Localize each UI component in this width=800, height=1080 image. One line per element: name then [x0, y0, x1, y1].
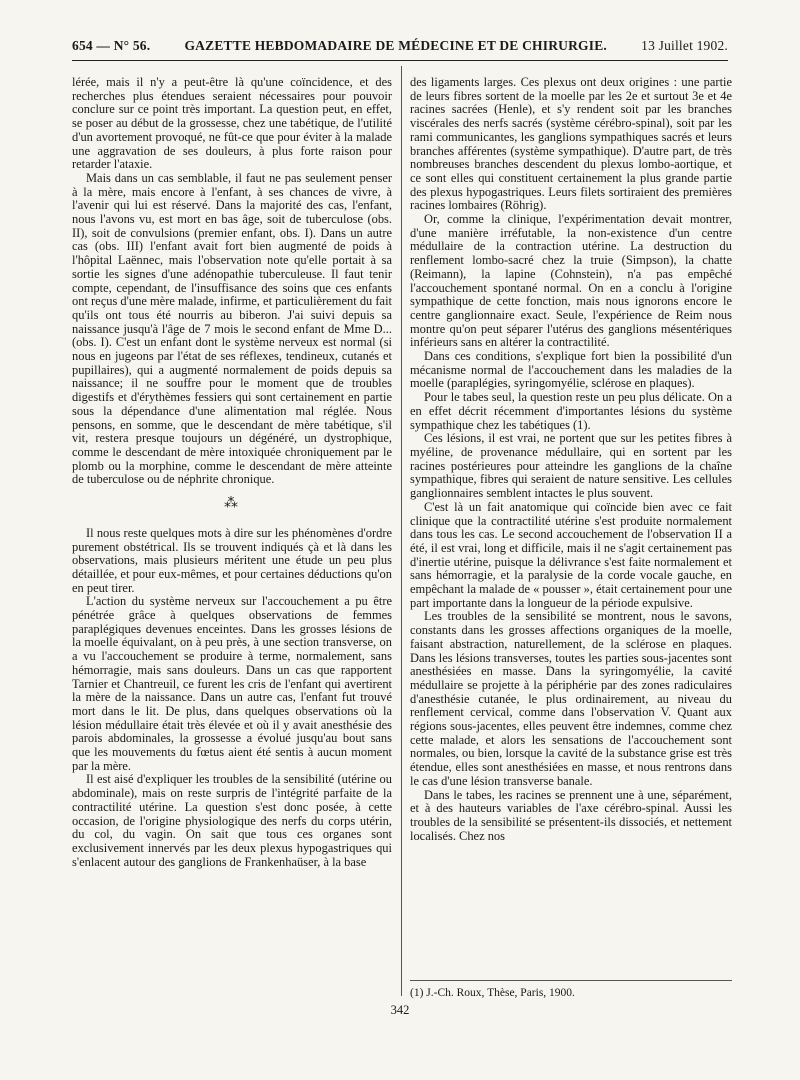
column-divider — [401, 66, 402, 996]
paragraph: Les troubles de la sensibilité se montrent, nous le savons, constants dans les grosses affections organiques de la moelle, faisant abstraction, naturellement, de la sclérose en plaques. Dans les lésions transverses, toutes les parties sous-jacentes sont anesthésiées en masse. Dans la syringomyélie, la cavité médullaire se projette à la périphérie par des zones radiculaires d'anesthésie cutanée, le plus ordinairement, au niveau du renflement cervical, comme dans l'observation V. Quant aux régions sous-jacentes, elles peuvent être indemnes, comme chez cette malade, et alors les sensations de l'accouchement sont normales, ou bien, lorsque la cavité de la substance grise est très étendue, elles sont anesthésiées en masse, et nous rentrons dans le cas d'une lésion transverse banale. — [410, 609, 732, 788]
page-header — [72, 38, 728, 54]
paragraph: des ligaments larges. Ces plexus ont deux origines : une partie de leurs fibres sortent de la moelle par les 2e et surtout 3e et 4e racines sacrées (Henle), et s'y rendent soit par les branches viscérales des nerfs sacrés (système cérébro-spinal), soit par les rami communicantes, les ganglions sympathiques sacrés et leurs branches afférentes (système sympathique). D'autre part, de très nombreuses branches descendent du plexus lombo-aortique, et ce sont elles qui constituent certainement la plus grande partie des plexus hypogastriques. Leurs filets sortiraient des premières racines lombaires (Röhrig). — [410, 75, 732, 213]
footnote: (1) J.-Ch. Roux, Thèse, Paris, 1900. — [410, 980, 732, 1000]
paragraph: Or, comme la clinique, l'expérimentation devait montrer, d'une manière irréfutable, la non-existence d'un centre médullaire de la contraction utérine. La destruction du renflement lombo-sacré chez la truie (Simpson), la chatte (Reimann), la lapine (Cohnstein), n'a pas empêché l'accouchement spontané normal. On en a conclu à l'origine sympathique de cette fonction, mais nous ignorons encore le centre ganglionnaire exact. Seule, l'expérience de Reim nous montre qu'on peut séparer l'utérus des ganglions mésentériques inférieurs sans en altérer la contractilité. — [410, 212, 732, 350]
page-number: 342 — [390, 1003, 410, 1017]
header-rule — [72, 60, 728, 61]
paragraph: Dans le tabes, les racines se prennent une à une, séparément, et à des hauteurs variables de l'axe cérébro-spinal. Aussi les troubles de la sensibilité se présentent-ils dissociés, et nettement localisés. Chez nos — [410, 787, 732, 843]
paragraph: Ces lésions, il est vrai, ne portent que sur les petites fibres à myéline, de provenance médullaire, qui en sortent par les racines postérieures pour atteindre les ganglions de la chaîne sympathique, fibres qui seraient de nature sensitive. Les cellules ganglionnaires semblent intactes le plus souvent. — [410, 431, 732, 501]
paragraph: Il nous reste quelques mots à dire sur les phénomènes d'ordre purement obstétrical. Ils se trouvent indiqués çà et là dans les observations, mais plusieurs méritent une étude un peu plus détaillée, et pour eux-mêmes, et pour certaines déductions qu'on en peut tirer. — [72, 525, 392, 595]
paragraph: Dans ces conditions, s'explique fort bien la possibilité d'un mécanisme normal de l'accouchement dans les maladies de la moelle (paraplégies, syringomyélie, sclérose en plaques). — [410, 349, 732, 391]
header-date: 13 Juillet 1902. — [641, 38, 728, 53]
left-column — [72, 76, 392, 869]
paragraph: C'est là un fait anatomique qui coïncide bien avec ce fait clinique que la contractilité utérine s'est produite normalement dans tous les cas. Le second accouchement de l'observation II a été, il est vrai, long et difficile, mais il ne s'agit certainement pas d'inertie utérine, puisque la délivrance s'est faite normalement et sans hémorragie, et la paralysie de la corde vocale gauche, en empêchant la malade de « pousser », était certainement pour une part importante dans la longueur de la période expulsive. — [410, 499, 732, 610]
header-journal-title: GAZETTE HEBDOMADAIRE DE MÉDECINE ET DE CHIRURGIE. — [184, 38, 607, 53]
header-page-issue: 654 — N° 56. — [72, 38, 151, 53]
paragraph: Il est aisé d'expliquer les troubles de la sensibilité (utérine ou abdominale), mais on reste surpris de l'intégrité parfaite de la contractilité utérine. La question s'est donc posée, à cette occasion, de l'origine physiologique des nerfs du corps utérin, du col, du vagin. On sait que tous ces organes sont exclusivement innervés par les deux plexus hypogastriques qui s'enlacent autour des ganglions de Frankenhaüser, à la base — [72, 772, 392, 869]
paragraph: L'action du système nerveux sur l'accouchement a pu être pénétrée grâce à quelques observations de femmes paraplégiques devenues enceintes. Dans les grosses lésions de la moelle équivalant, on à peu près, à une section transverse, on a vu l'accouchement se produire à terme, normalement, sans hémorragie, mais sans douleurs. Dans un cas que rapportent Tarnier et Chantreuil, ce furent les cris de l'enfant qui avertirent la mère de la naissance. Dans un autre cas, l'enfant fut trouvé mort dans le lit. De plus, dans quelques observations où la lésion médullaire était très élevée et où il y avait anesthésie des parois abdominales, la grossesse a évolué jusqu'au bout sans que les mouvements du fœtus aient été sentis à aucun moment par la mère. — [72, 594, 392, 773]
section-separator: ⁂ — [224, 496, 240, 512]
paragraph: Mais dans un cas semblable, il faut ne pas seulement penser à la mère, mais encore à l'enfant, à ses chances de vivre, à l'avenir qui lui est réservé. Dans la majorité des cas, l'enfant, nous l'avons vu, est mort en bas âge, soit de tuberculose (obs. II), soit de convulsions (premier enfant, obs. I). Dans un autre cas (obs. III) l'enfant avait fort bien augmenté de poids à l'hôpital Laënnec, mais l'observation note qu'elle portait à sa sortie les signes d'une adénopathie tuberculeuse. Il faut tenir compte, cependant, de l'insuffisance des soins que ces enfants ont reçus d'une mère malade, infirme, et particulièrement du fait qu'ils ont tous été nourris au biberon. J'ai suivi depuis sa naissance jusqu'à l'âge de 7 mois le second enfant de Mme D... (obs. I). C'est un enfant dont le système nerveux est normal (si nous en jugeons par l'état de ses réflexes, tendineux, cutanés et pupillaires), qui a augmenté normalement de poids depuis sa naissance; il ne souffre pour le moment que de troubles digestifs et d'érythèmes fessiers qui sont certainement en partie sous la dépendance d'une alimentation mal réglée. Nous pensons, en somme, que le descendant de mère tabétique, s'il vit, restera presque toujours un dégénéré, un dystrophique, comme le descendant de mère intoxiquée chroniquement par le plomb ou la morphine, comme le descendant de mère atteinte de tuberculose ou de néphrite chronique. — [72, 170, 392, 487]
right-column — [410, 76, 732, 843]
paragraph: Pour le tabes seul, la question reste un peu plus délicate. On a en effet décrit récemment d'importantes lésions du système sympathique chez les tabétiques (1). — [410, 390, 732, 432]
paragraph: lérée, mais il n'y a peut-être là qu'une coïncidence, et des recherches plus étendues seraient nécessaires pour pouvoir conclure sur ce point très important. La question peut, en effet, se poser au début de la grossesse, chez une tabétique, de l'utilité d'un avortement provoqué, ne fût-ce que pour éviter à la malade une aggravation de ses douleurs, à plus forte raison pour retarder l'ataxie. — [72, 75, 392, 172]
